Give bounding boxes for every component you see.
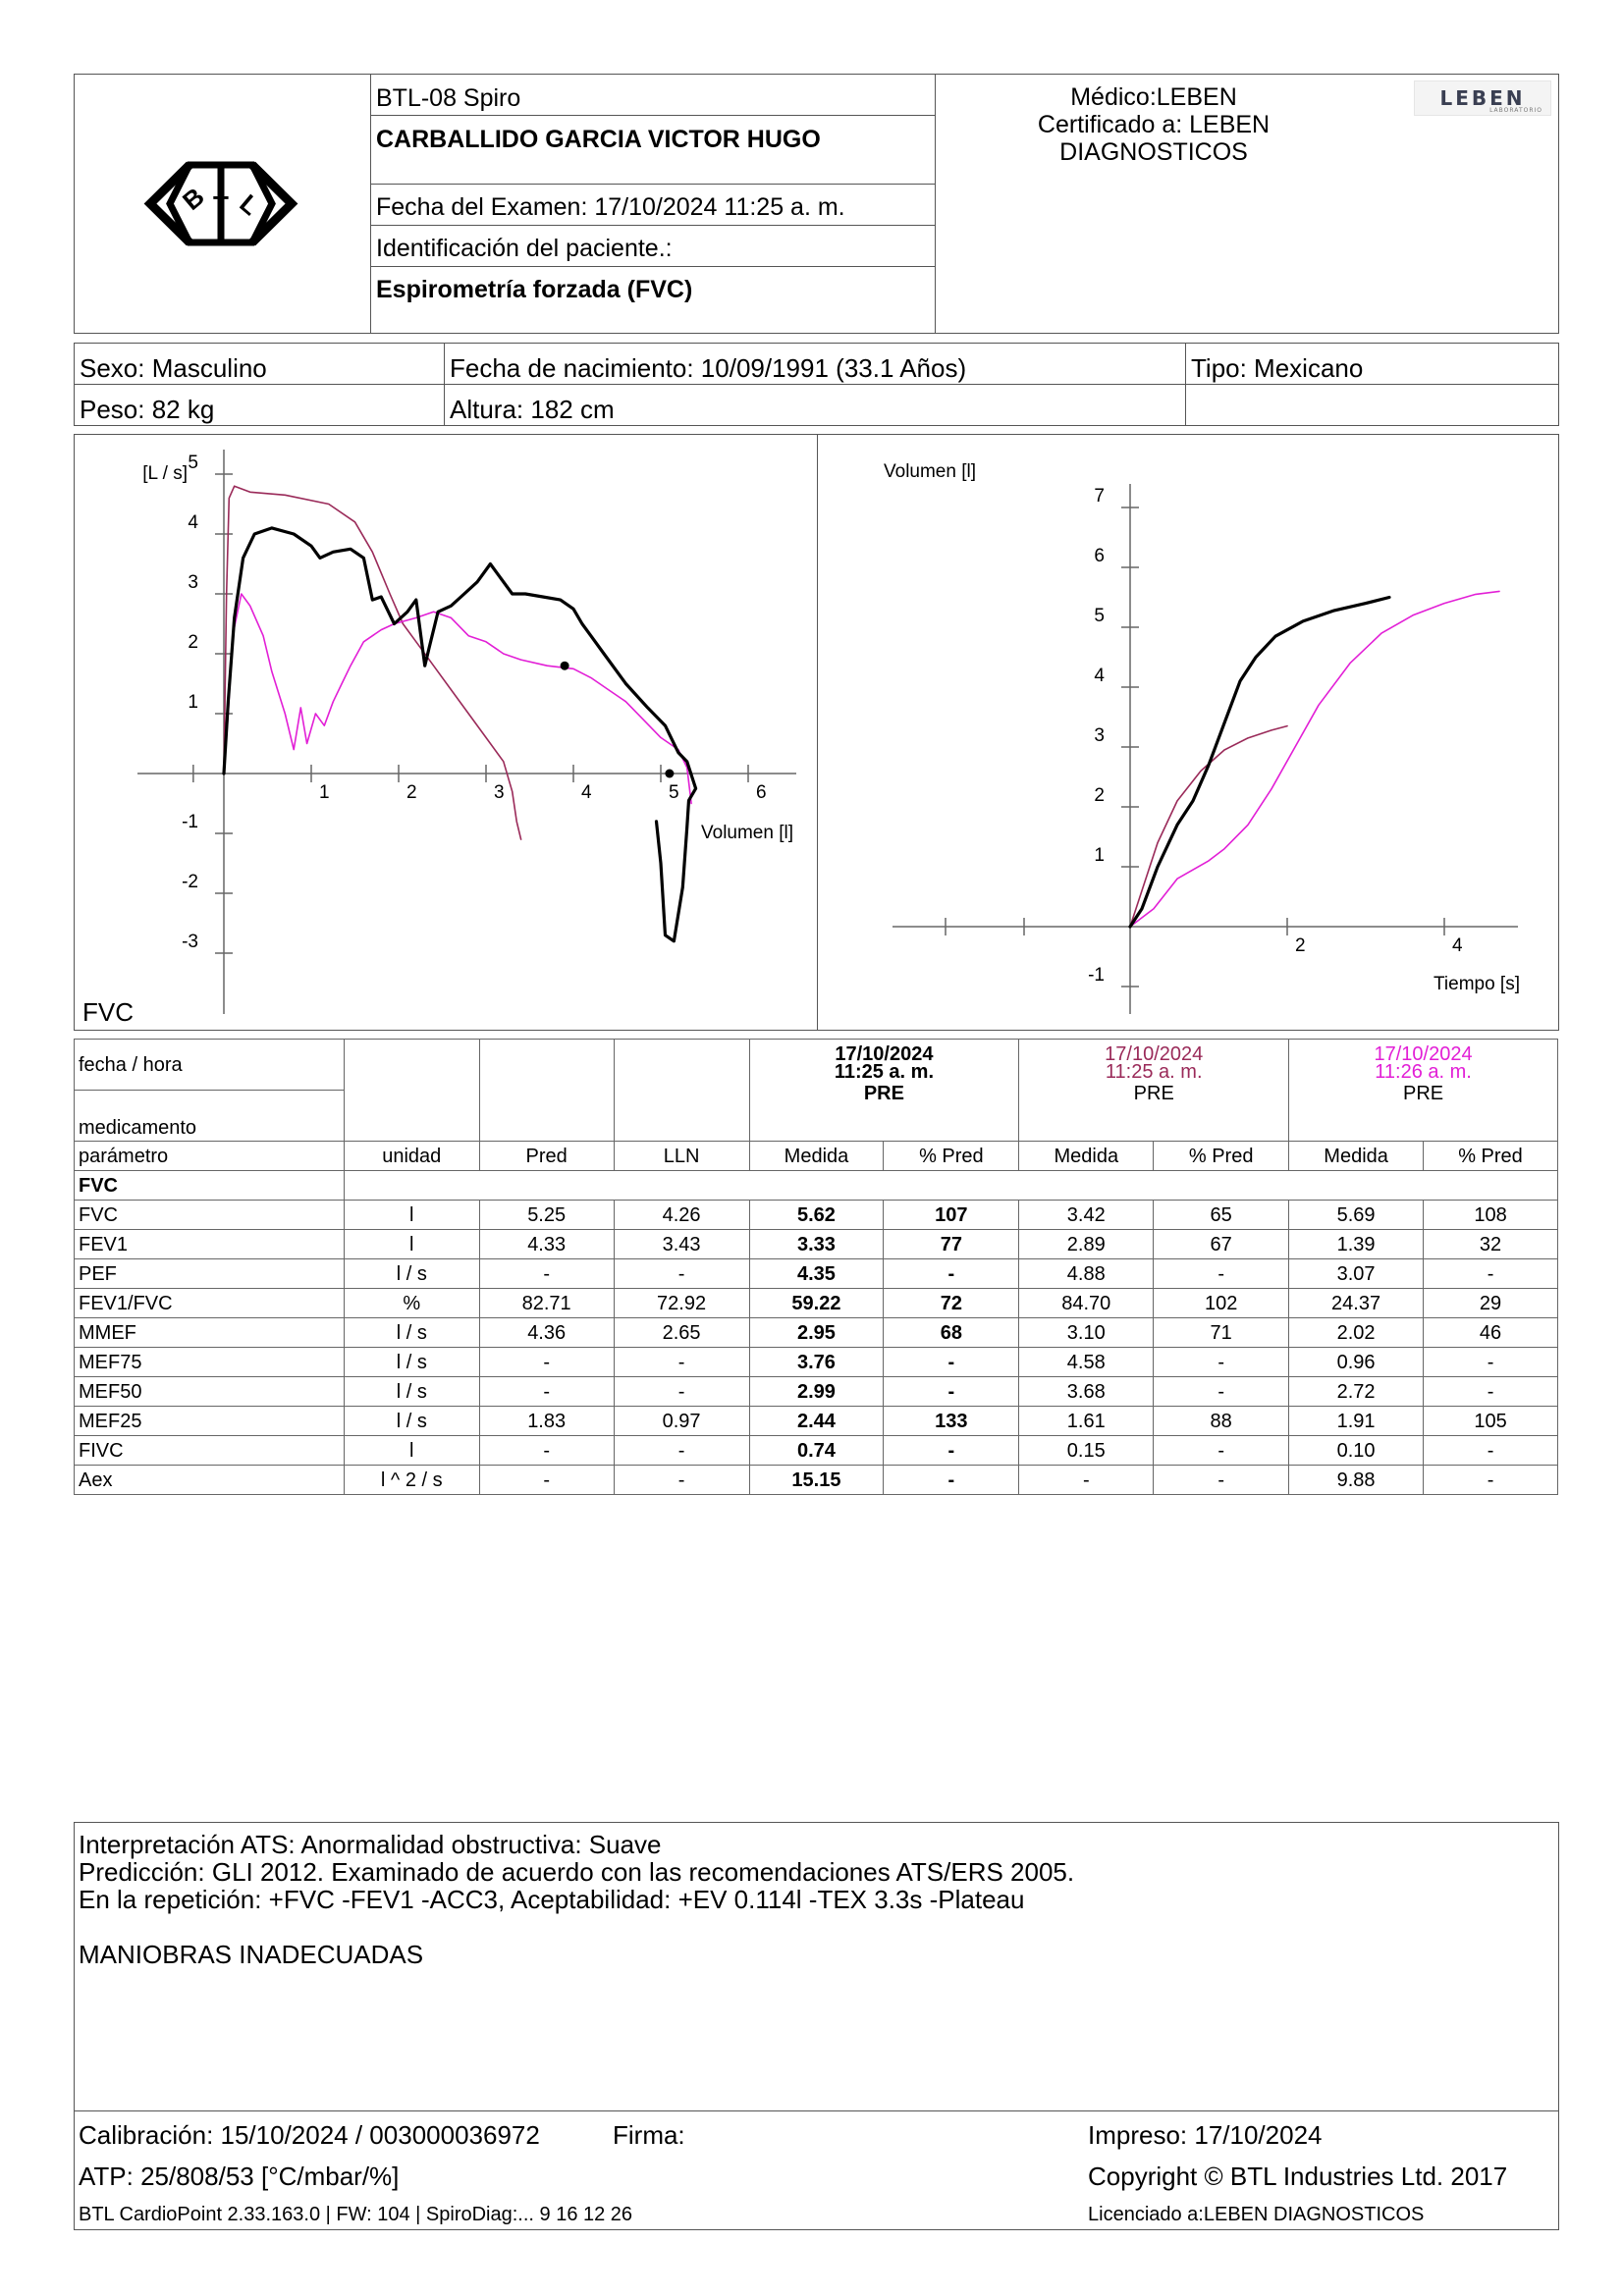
param-value-cell: 0.15 (1019, 1436, 1154, 1466)
param-name-cell: MEF25 (75, 1407, 345, 1436)
interpretation-line: Interpretación ATS: Anormalidad obstructiva: Suave (79, 1830, 662, 1859)
trial-time-1: 11:25 a. m. (834, 1061, 934, 1083)
y-tick-label: 4 (1094, 666, 1105, 686)
param-value-cell: 3.42 (1019, 1201, 1154, 1230)
exam-date: Fecha del Examen: 17/10/2024 11:25 a. m. (376, 193, 845, 221)
param-value-cell: - (614, 1259, 749, 1289)
param-value-cell: - (1154, 1348, 1289, 1377)
trial-header-1 (749, 1040, 1019, 1142)
point-marker (561, 662, 569, 670)
y-tick-label: 5 (188, 453, 198, 473)
col-header: LLN (614, 1142, 749, 1171)
certified-line-2: DIAGNOSTICOS (1059, 138, 1248, 166)
col-header: % Pred (1154, 1142, 1289, 1171)
leben-logo-text: LEBEN (1439, 86, 1526, 110)
charts-divider (817, 434, 818, 1031)
table-header-row (75, 1142, 1558, 1171)
param-value-cell: 2.72 (1289, 1377, 1424, 1407)
param-value-cell: - (479, 1436, 614, 1466)
patient-info-divider (444, 343, 445, 426)
param-value-cell: l (344, 1201, 479, 1230)
svg-text:L: L (234, 187, 265, 222)
param-value-cell: 68 (884, 1318, 1019, 1348)
param-value-cell: - (479, 1348, 614, 1377)
param-value-cell: - (1154, 1436, 1289, 1466)
param-name-cell: FEV1/FVC (75, 1289, 345, 1318)
x-tick-label: 3 (494, 782, 505, 803)
table-row (75, 1407, 1558, 1436)
param-name-cell: Aex (75, 1466, 345, 1495)
param-value-cell: 4.36 (479, 1318, 614, 1348)
col-header: Medida (1289, 1142, 1424, 1171)
param-value-cell: 1.61 (1019, 1407, 1154, 1436)
param-value-cell: 1.91 (1289, 1407, 1424, 1436)
trial-header-2 (1019, 1040, 1289, 1142)
header-row-line (370, 184, 935, 185)
patient-name: CARBALLIDO GARCIA VICTOR HUGO (376, 126, 821, 153)
patient-sex: Sexo: Masculino (80, 353, 267, 383)
x-tick-label: 6 (756, 782, 767, 803)
calibration-text: Calibración: 15/10/2024 / 003000036972 (79, 2120, 540, 2150)
y-tick-label: 4 (188, 512, 198, 533)
param-value-cell: 5.25 (479, 1201, 614, 1230)
param-value-cell: 65 (1154, 1201, 1289, 1230)
trial-date-1: 17/10/2024 (835, 1043, 934, 1065)
param-value-cell: l (344, 1230, 479, 1259)
trial-header-3 (1289, 1040, 1558, 1142)
param-value-cell: 84.70 (1019, 1289, 1154, 1318)
test-type: Espirometría forzada (FVC) (376, 276, 693, 303)
param-value-cell: - (614, 1348, 749, 1377)
param-value-cell: - (884, 1377, 1019, 1407)
device-name: BTL-08 Spiro (376, 84, 521, 112)
btl-logo (142, 157, 299, 250)
header-row-line (370, 225, 935, 226)
x-tick-label: 4 (581, 782, 592, 803)
x-tick-label: 1 (319, 782, 330, 803)
trial-med-2: PRE (1133, 1083, 1174, 1104)
series-line-2 (1130, 726, 1287, 927)
param-value-cell: 105 (1424, 1407, 1558, 1436)
table-row (75, 1436, 1558, 1466)
signature-label: Firma: (613, 2120, 685, 2150)
patient-id-label: Identificación del paciente.: (376, 235, 673, 262)
group-label: FVC (75, 1171, 345, 1201)
footer-line (74, 2110, 1559, 2111)
patient-info-row-line (74, 384, 1559, 385)
param-name-cell: MEF75 (75, 1348, 345, 1377)
param-value-cell: - (884, 1348, 1019, 1377)
param-value-cell: 2.95 (749, 1318, 884, 1348)
param-value-cell: 9.88 (1289, 1466, 1424, 1495)
param-value-cell: 2.99 (749, 1377, 884, 1407)
y-axis-label: Volumen [l] (884, 461, 976, 482)
patient-weight: Peso: 82 kg (80, 395, 215, 424)
param-value-cell: 29 (1424, 1289, 1558, 1318)
copyright-text: Copyright © BTL Industries Ltd. 2017 (1088, 2162, 1508, 2191)
y-tick-label: 2 (188, 632, 198, 653)
y-tick-label: 6 (1094, 546, 1105, 566)
x-axis-label: Tiempo [s] (1434, 974, 1520, 994)
param-value-cell: - (1424, 1348, 1558, 1377)
x-tick-label: 5 (669, 782, 679, 803)
param-value-cell: 77 (884, 1230, 1019, 1259)
param-value-cell: 2.44 (749, 1407, 884, 1436)
y-tick-label: 7 (1094, 486, 1105, 507)
y-tick-label: 3 (1094, 725, 1105, 746)
header-divider (370, 74, 371, 334)
certification-block (938, 83, 1370, 166)
parameters-table (74, 1039, 1558, 1495)
licensed-to: Licenciado a:LEBEN DIAGNOSTICOS (1088, 2204, 1425, 2225)
param-value-cell: l / s (344, 1318, 479, 1348)
param-value-cell: - (1019, 1466, 1154, 1495)
trial-med-3: PRE (1403, 1083, 1444, 1104)
param-value-cell: - (1424, 1377, 1558, 1407)
y-tick-label: -2 (182, 872, 198, 892)
table-row (75, 1348, 1558, 1377)
param-value-cell: - (1154, 1466, 1289, 1495)
param-value-cell: - (614, 1436, 749, 1466)
param-value-cell: 72.92 (614, 1289, 749, 1318)
param-value-cell: 0.97 (614, 1407, 749, 1436)
volume-time-chart (819, 435, 1558, 1030)
param-value-cell: 4.58 (1019, 1348, 1154, 1377)
series-line-3 (1130, 591, 1499, 927)
series-line-2 (224, 486, 521, 839)
interpretation-line: Predicción: GLI 2012. Examinado de acuerdo con las recomendaciones ATS/ERS 2005. (79, 1857, 1075, 1887)
param-value-cell: 0.96 (1289, 1348, 1424, 1377)
col-header: Pred (479, 1142, 614, 1171)
x-tick-label: 4 (1452, 935, 1463, 956)
param-value-cell: 133 (884, 1407, 1019, 1436)
param-value-cell: 3.10 (1019, 1318, 1154, 1348)
table-row (75, 1259, 1558, 1289)
trial-time-2: 11:25 a. m. (1105, 1061, 1203, 1083)
param-value-cell: 3.33 (749, 1230, 884, 1259)
flow-volume-chart (75, 435, 816, 1030)
interpretation-block (79, 1831, 1074, 1968)
leben-logo (1414, 80, 1551, 116)
fecha-label (75, 1040, 345, 1091)
medicamento-label-text: medicamento (79, 1117, 197, 1139)
header-divider (935, 74, 936, 334)
param-value-cell: 1.39 (1289, 1230, 1424, 1259)
y-tick-label: -1 (1088, 965, 1105, 986)
param-value-cell: 3.76 (749, 1348, 884, 1377)
param-value-cell: 2.02 (1289, 1318, 1424, 1348)
header-row-line (370, 266, 935, 267)
param-value-cell: 2.65 (614, 1318, 749, 1348)
trial-time-3: 11:26 a. m. (1375, 1061, 1472, 1083)
patient-birth: Fecha de nacimiento: 10/09/1991 (33.1 Años) (450, 353, 967, 383)
param-value-cell: 24.37 (1289, 1289, 1424, 1318)
param-value-cell: 67 (1154, 1230, 1289, 1259)
table-rows (75, 1201, 1558, 1495)
table-row (75, 1318, 1558, 1348)
table-date-row (75, 1040, 1558, 1091)
table-row (75, 1230, 1558, 1259)
param-value-cell: 108 (1424, 1201, 1558, 1230)
leben-logo-sub: LABORATORIO (1489, 107, 1542, 114)
param-value-cell: - (884, 1466, 1019, 1495)
svg-text:T: T (213, 190, 229, 220)
header-row-line (370, 115, 935, 116)
param-value-cell: l (344, 1436, 479, 1466)
param-value-cell: l / s (344, 1407, 479, 1436)
param-value-cell: 4.26 (614, 1201, 749, 1230)
param-value-cell: 3.68 (1019, 1377, 1154, 1407)
param-value-cell: 82.71 (479, 1289, 614, 1318)
patient-type: Tipo: Mexicano (1191, 353, 1364, 383)
trial-date-3: 17/10/2024 (1374, 1043, 1473, 1065)
col-header: Medida (749, 1142, 884, 1171)
param-value-cell: - (614, 1466, 749, 1495)
param-value-cell: l / s (344, 1259, 479, 1289)
interpretation-line: En la repetición: +FVC -FEV1 -ACC3, Aceptabilidad: +EV 0.114l -TEX 3.3s -Plateau (79, 1885, 1025, 1914)
param-value-cell: 3.07 (1289, 1259, 1424, 1289)
param-name-cell: FEV1 (75, 1230, 345, 1259)
param-name-cell: MMEF (75, 1318, 345, 1348)
table-group-row (75, 1171, 1558, 1201)
table-row (75, 1201, 1558, 1230)
param-value-cell: - (1424, 1436, 1558, 1466)
col-header: parámetro (75, 1142, 345, 1171)
y-tick-label: 3 (188, 572, 198, 593)
y-tick-label: -3 (182, 932, 198, 952)
param-value-cell: 4.88 (1019, 1259, 1154, 1289)
col-header: % Pred (884, 1142, 1019, 1171)
table-row (75, 1289, 1558, 1318)
param-value-cell: - (479, 1466, 614, 1495)
param-value-cell: 32 (1424, 1230, 1558, 1259)
param-value-cell: 5.69 (1289, 1201, 1424, 1230)
series-line-1 (1130, 598, 1389, 928)
x-tick-label: 2 (1295, 935, 1306, 956)
param-value-cell: 4.35 (749, 1259, 884, 1289)
series-line-1 (224, 528, 696, 941)
col-header: % Pred (1424, 1142, 1558, 1171)
param-value-cell: - (1154, 1377, 1289, 1407)
table-blank-cell (614, 1040, 749, 1142)
medicamento-label (75, 1091, 345, 1142)
patient-info-divider (1185, 343, 1186, 426)
param-value-cell: 4.33 (479, 1230, 614, 1259)
param-value-cell: - (479, 1377, 614, 1407)
param-name-cell: FIVC (75, 1436, 345, 1466)
param-value-cell: 0.10 (1289, 1436, 1424, 1466)
y-tick-label: 5 (1094, 606, 1105, 626)
param-value-cell: 0.74 (749, 1436, 884, 1466)
point-marker (665, 770, 674, 778)
certified-line-1: Certificado a: LEBEN (1037, 111, 1271, 138)
param-value-cell: 59.22 (749, 1289, 884, 1318)
y-tick-label: 2 (1094, 785, 1105, 806)
fecha-label-text: fecha / hora (79, 1053, 183, 1076)
printed-date: Impreso: 17/10/2024 (1088, 2120, 1323, 2150)
param-value-cell: 15.15 (749, 1466, 884, 1495)
param-value-cell: - (884, 1259, 1019, 1289)
y-tick-label: -1 (182, 812, 198, 832)
param-value-cell: l / s (344, 1377, 479, 1407)
col-header: Medida (1019, 1142, 1154, 1171)
param-value-cell: 1.83 (479, 1407, 614, 1436)
y-tick-label: 1 (1094, 845, 1105, 866)
param-value-cell: 72 (884, 1289, 1019, 1318)
param-name-cell: PEF (75, 1259, 345, 1289)
table-blank-cell (344, 1040, 479, 1142)
param-value-cell: 102 (1154, 1289, 1289, 1318)
param-value-cell: - (614, 1377, 749, 1407)
software-version: BTL CardioPoint 2.33.163.0 | FW: 104 | SpiroDiag:... 9 16 12 26 (79, 2204, 633, 2225)
param-name-cell: FVC (75, 1201, 345, 1230)
param-value-cell: 71 (1154, 1318, 1289, 1348)
table-row (75, 1466, 1558, 1495)
param-value-cell: 107 (884, 1201, 1019, 1230)
atp-text: ATP: 25/808/53 [°C/mbar/%] (79, 2162, 400, 2191)
param-value-cell: - (884, 1436, 1019, 1466)
param-value-cell: % (344, 1289, 479, 1318)
param-value-cell: 88 (1154, 1407, 1289, 1436)
trial-date-2: 17/10/2024 (1105, 1043, 1204, 1065)
param-name-cell: MEF50 (75, 1377, 345, 1407)
x-tick-label: 2 (406, 782, 417, 803)
param-value-cell: - (479, 1259, 614, 1289)
param-value-cell: 46 (1424, 1318, 1558, 1348)
trial-med-1: PRE (863, 1083, 904, 1104)
col-header: unidad (344, 1142, 479, 1171)
patient-height: Altura: 182 cm (450, 395, 615, 424)
param-value-cell: 5.62 (749, 1201, 884, 1230)
y-axis-label: [L / s] (142, 463, 188, 484)
flow-volume-panel-label: FVC (82, 997, 134, 1027)
interpretation-line: MANIOBRAS INADECUADAS (79, 1940, 424, 1969)
x-axis-label: Volumen [l] (701, 823, 793, 843)
param-value-cell: - (1424, 1466, 1558, 1495)
table-row (75, 1377, 1558, 1407)
param-value-cell: l ^ 2 / s (344, 1466, 479, 1495)
table-blank-cell (344, 1171, 1557, 1201)
param-value-cell: - (1154, 1259, 1289, 1289)
param-value-cell: 2.89 (1019, 1230, 1154, 1259)
param-value-cell: 3.43 (614, 1230, 749, 1259)
table-blank-cell (479, 1040, 614, 1142)
svg-text:B: B (177, 181, 210, 216)
y-tick-label: 1 (188, 692, 198, 713)
param-value-cell: - (1424, 1259, 1558, 1289)
param-value-cell: l / s (344, 1348, 479, 1377)
doctor-label: Médico:LEBEN (1070, 83, 1237, 111)
